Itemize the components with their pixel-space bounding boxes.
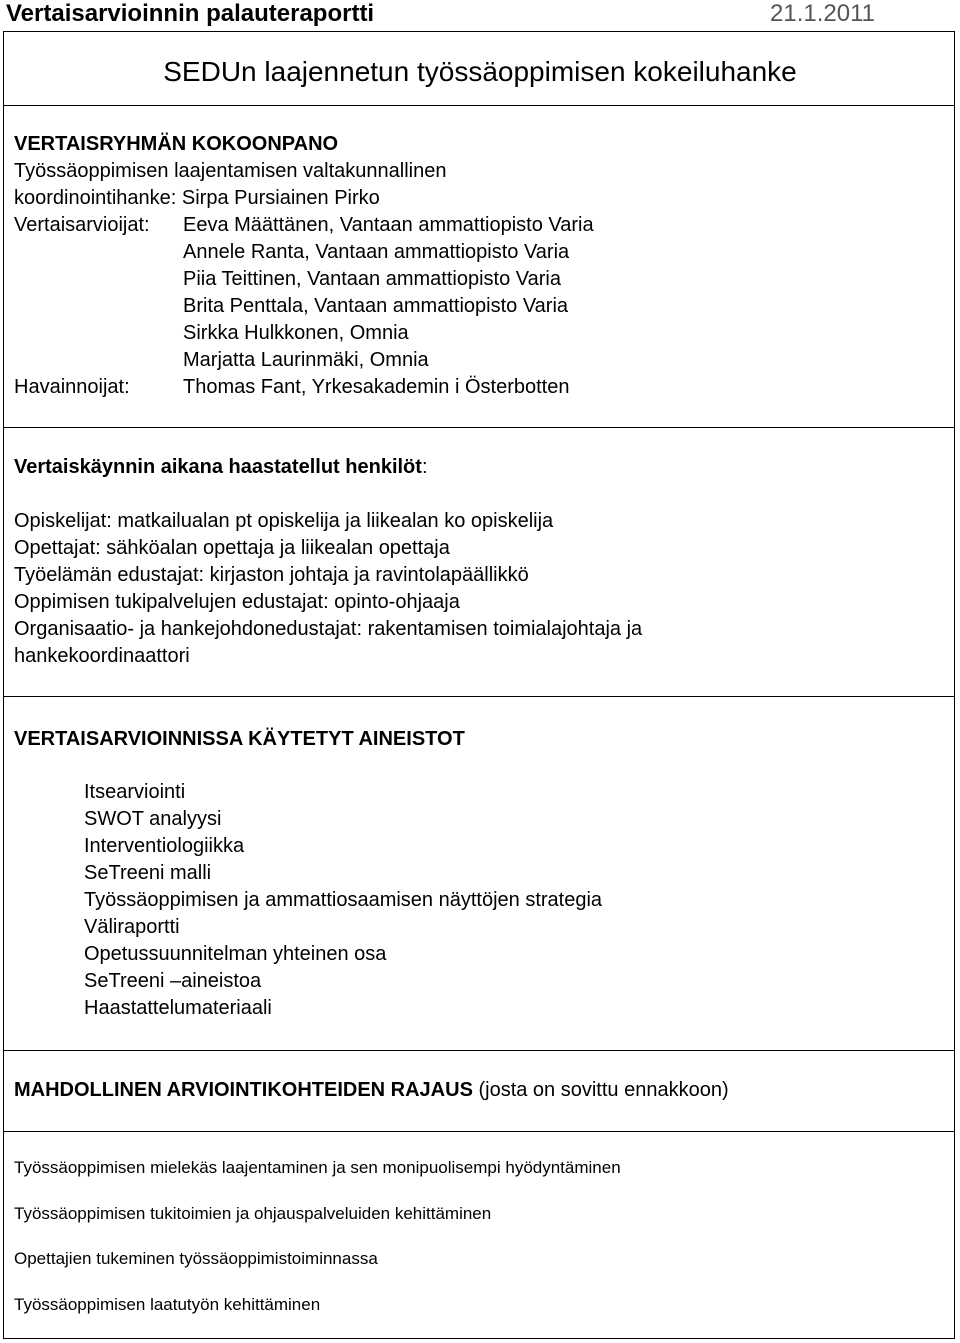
reviewer-item: Annele Ranta, Vantaan ammattiopisto Varia (183, 241, 570, 263)
material-item: SWOT analyysi (84, 808, 222, 830)
reviewer-item: Sirkka Hulkkonen, Omnia (183, 322, 409, 344)
report-title: Vertaisarvioinnin palauteraportti (6, 0, 375, 27)
interviewed-heading-text: Vertaiskäynnin aikana haastatellut henkilöt (14, 456, 422, 478)
materials-heading: VERTAISARVIOINNISSA KÄYTETYT AINEISTOT (14, 728, 465, 750)
divider (3, 1050, 955, 1051)
report-date: 21.1.2011 (770, 0, 875, 27)
observer-item: Thomas Fant, Yrkesakademin i Österbotten (183, 376, 570, 398)
reviewers-label: Vertaisarvioijat: (14, 214, 150, 236)
interviewed-line: Opiskelijat: matkailualan pt opiskelija ja liikealan ko opiskelija (14, 510, 554, 532)
interviewed-line: hankekoordinaattori (14, 645, 190, 667)
material-item: Opetussuunnitelman yhteinen osa (84, 943, 387, 965)
material-item: Interventiologiikka (84, 835, 245, 857)
scope-item: Työssäoppimisen mielekäs laajentaminen ja sen monipuolisempi hyödyntäminen (14, 1158, 621, 1177)
reviewer-item: Piia Teittinen, Vantaan ammattiopisto Varia (183, 268, 561, 290)
interviewed-line: Työelämän edustajat: kirjaston johtaja ja ravintolapäällikkö (14, 564, 529, 586)
interviewed-heading (14, 454, 428, 481)
project-title: SEDUn laajennetun työssäoppimisen kokeiluhanke (163, 56, 797, 87)
reviewer-item: Marjatta Laurinmäki, Omnia (183, 349, 429, 371)
composition-line: Työssäoppimisen laajentamisen valtakunnallinen (14, 160, 447, 182)
material-item: Työssäoppimisen ja ammattiosaamisen näyttöjen strategia (84, 889, 603, 911)
divider (3, 696, 955, 697)
divider (3, 1131, 955, 1132)
reviewer-item: Eeva Määttänen, Vantaan ammattiopisto Varia (183, 214, 594, 236)
report-header (0, 0, 960, 30)
material-item: Itsearviointi (84, 781, 186, 803)
scope-item: Työssäoppimisen laatutyön kehittäminen (14, 1295, 321, 1314)
material-item: SeTreeni malli (84, 862, 212, 884)
scope-heading (14, 1077, 729, 1104)
divider (3, 105, 955, 106)
interviewed-heading-colon: : (421, 456, 428, 478)
material-item: SeTreeni –aineistoa (84, 970, 262, 992)
scope-item: Opettajien tukeminen työssäoppimistoiminnassa (14, 1249, 378, 1268)
scope-item: Työssäoppimisen tukitoimien ja ohjauspalveluiden kehittäminen (14, 1204, 492, 1223)
interviewed-line: Oppimisen tukipalvelujen edustajat: opinto-ohjaaja (14, 591, 460, 613)
interviewed-line: Opettajat: sähköalan opettaja ja liikealan opettaja (14, 537, 450, 559)
divider (3, 427, 955, 428)
reviewer-item: Brita Penttala, Vantaan ammattiopisto Varia (183, 295, 569, 317)
material-item: Haastattelumateriaali (84, 997, 272, 1019)
scope-heading-text: MAHDOLLINEN ARVIOINTIKOHTEIDEN RAJAUS (14, 1079, 473, 1101)
material-item: Väliraportti (84, 916, 180, 938)
interviewed-line: Organisaatio- ja hankejohdonedustajat: rakentamisen toimialajohtaja ja (14, 618, 643, 640)
scope-heading-note: (josta on sovittu ennakkoon) (472, 1079, 729, 1101)
composition-line: koordinointihanke: Sirpa Pursiainen Pirko (14, 187, 380, 209)
observers-label: Havainnoijat: (14, 376, 130, 398)
composition-heading: VERTAISRYHMÄN KOKOONPANO (14, 133, 339, 155)
